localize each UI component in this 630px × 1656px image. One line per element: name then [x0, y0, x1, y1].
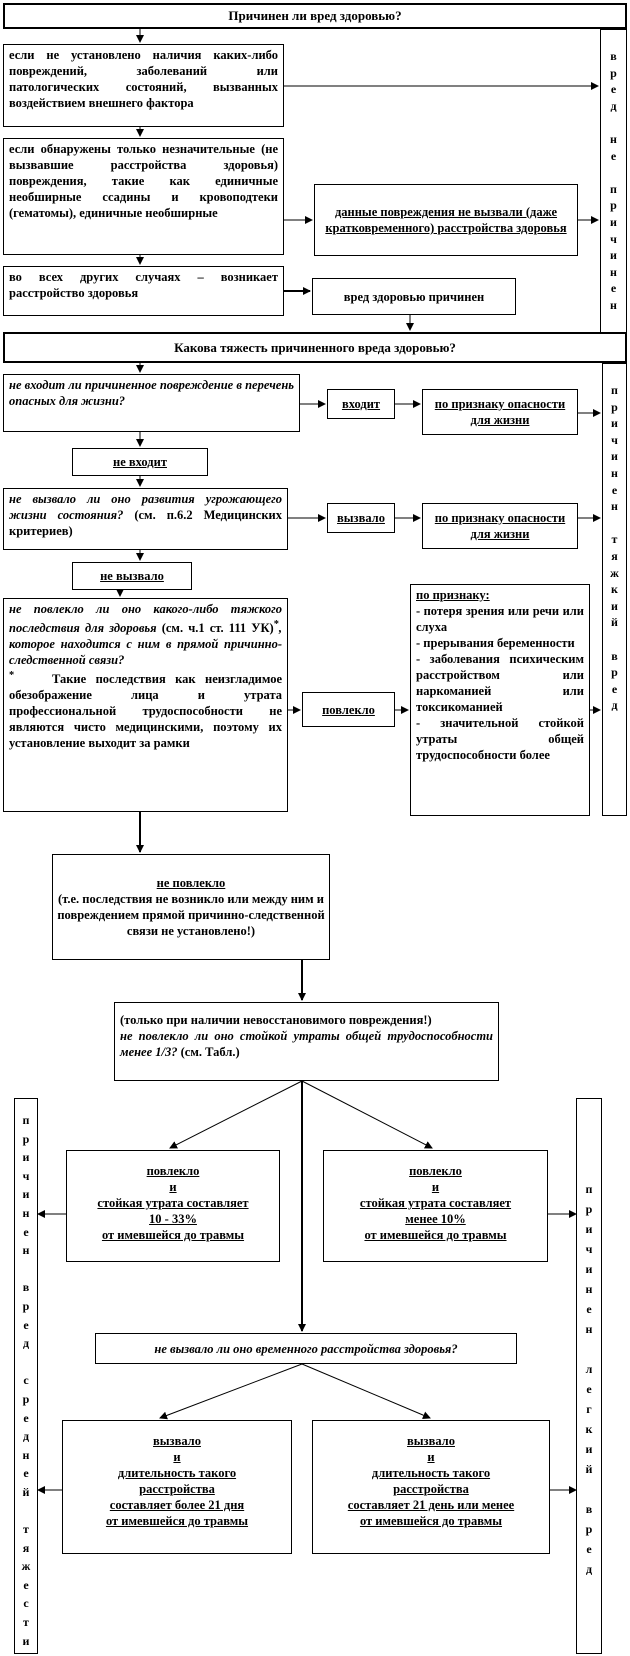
col-medium-letter: т — [23, 1522, 29, 1537]
box-other-cases-text: во всех других случаях – возникает расстройство здоровья — [9, 270, 278, 300]
col-medium-letter: т — [23, 1615, 29, 1630]
col-medium-letter: е — [23, 1410, 29, 1425]
col-medium-letter: я — [22, 1540, 30, 1555]
question-severity — [3, 332, 627, 363]
left-res-1: и — [169, 1180, 177, 1194]
col-not-caused-letter: е — [610, 148, 617, 163]
box-no-damage-text: если не установлено наличия каких-либо повреждений, заболеваний или патологических состояний, вызванных воздействием внешнего фактора — [9, 48, 278, 110]
col-medium-letter: и — [22, 1187, 30, 1202]
sign-1: - прерывания беременности — [416, 636, 575, 650]
col-medium-letter: р — [22, 1131, 30, 1146]
right-temp-3: расстройства — [393, 1482, 469, 1496]
box-enters-text: входит — [341, 397, 381, 411]
left-res-2: стойкая утрата составляет — [97, 1196, 249, 1210]
col-medium-letter — [15, 1260, 37, 1279]
sign-0: - потеря зрения или речи или слуха — [416, 604, 584, 634]
col-severe-letter: ж — [610, 565, 619, 580]
box-permanent-less-10 — [323, 1150, 548, 1262]
box-severe-question — [3, 598, 288, 812]
box-severe-question-text: не повлекло ли оно какого-либо тяжкого последствия для здоровья — [9, 602, 282, 636]
col-severe-letter: р — [611, 665, 618, 680]
col-medium-letter: р — [22, 1391, 30, 1406]
box-permanent-note: (только при наличии невосстановимого повреждения!) — [120, 1013, 432, 1027]
col-medium-letter: е — [23, 1577, 29, 1592]
box-minor-result-text: данные повреждения не вызвали (даже кратковременного) расстройства здоровья — [325, 205, 567, 235]
col-not-caused-letter: д — [610, 98, 617, 113]
box-temporary-more-21 — [62, 1420, 292, 1554]
col-light-letter: р — [585, 1522, 593, 1536]
box-threat-question-text: не вызвало ли оно развития угрожающего жизни состояния? — [9, 492, 282, 522]
col-medium-letter: с — [23, 1596, 29, 1611]
box-temporary-21-or-less — [312, 1420, 550, 1554]
col-light-letter: к — [585, 1422, 593, 1436]
column-light-harm — [576, 1098, 602, 1654]
question-severity-text: Какова тяжесть причиненного вреда здоровью? — [174, 339, 456, 355]
col-medium-letter: ж — [21, 1559, 31, 1574]
col-medium-letter: с — [23, 1373, 29, 1388]
box-no-damage — [3, 44, 284, 127]
right-temp-5: от имевшейся до травмы — [359, 1514, 503, 1528]
col-light-letter: ч — [585, 1242, 593, 1256]
box-permanent-question — [114, 1002, 499, 1081]
right-temp-1: и — [427, 1450, 435, 1464]
box-by-danger-2-text: по признаку опасности для жизни — [434, 511, 566, 541]
col-severe-letter — [603, 515, 626, 532]
col-severe-letter: н — [611, 499, 618, 514]
box-danger-question-text: не входит ли причиненное повреждение в перечень опасных для жизни? — [9, 378, 294, 408]
box-permanent-text: не повлекло ли оно стойкой утраты общей трудоспособности менее 1/3? — [120, 1029, 493, 1059]
box-minor-damage — [3, 138, 284, 255]
col-medium-letter: й — [22, 1484, 30, 1499]
box-entailed — [302, 692, 395, 727]
col-not-caused-letter: р — [610, 65, 617, 80]
right-temp-2: длительность такого — [371, 1466, 491, 1480]
col-not-caused-letter: ч — [610, 231, 617, 246]
box-harm-caused-text: вред здоровью причинен — [343, 289, 485, 304]
signs-title: по признаку: — [416, 588, 490, 602]
col-medium-letter: е — [23, 1317, 29, 1332]
box-severe-question-star: * — [273, 619, 279, 630]
col-not-caused-letter: н — [610, 297, 617, 312]
col-medium-letter — [15, 1353, 37, 1372]
col-not-caused-letter — [601, 164, 626, 181]
box-caused-1 — [327, 503, 395, 533]
col-medium-letter: н — [22, 1205, 30, 1220]
footnote-star: * — [9, 670, 15, 682]
box-permanent-ref: (см. Табл.) — [180, 1045, 240, 1059]
col-severe-letter: е — [611, 482, 618, 497]
box-not-enters — [72, 448, 208, 476]
box-by-danger-1 — [422, 389, 578, 435]
col-medium-letter: н — [22, 1243, 30, 1258]
question-harm-caused — [3, 3, 627, 29]
col-not-caused-letter: н — [610, 264, 617, 279]
col-not-caused-letter — [601, 114, 626, 131]
col-not-caused-letter: р — [610, 198, 617, 213]
col-medium-letter: д — [22, 1429, 30, 1444]
col-medium-letter: п — [22, 1113, 30, 1127]
sign-2: - заболевания психическим расстройством или наркоманией или токсикоманией — [416, 652, 584, 714]
box-not-entailed-note: (т.е. последствия не возникло или между ним и повреждением прямой причинно-следственной связи не установлено!) — [57, 892, 325, 938]
box-severe-question-tail: , которое находится с ним в прямой причинно-следственной связи? — [9, 621, 283, 668]
left-temp-4: составляет более 21 дня — [109, 1498, 245, 1512]
col-severe-letter: и — [611, 449, 618, 464]
box-not-caused-1 — [72, 562, 192, 590]
box-entailed-text: повлекло — [322, 702, 375, 717]
col-medium-letter: е — [23, 1224, 29, 1239]
left-temp-0: вызвало — [153, 1434, 201, 1448]
col-not-caused-letter: н — [610, 131, 617, 146]
col-light-letter: в — [585, 1502, 593, 1516]
col-not-caused-letter: п — [610, 181, 617, 196]
left-temp-1: и — [173, 1450, 181, 1464]
col-light-letter: и — [585, 1442, 593, 1456]
left-res-3: 10 - 33% — [149, 1212, 197, 1226]
box-not-enters-text: не входит — [113, 455, 167, 469]
col-medium-letter: д — [22, 1336, 30, 1351]
box-harm-caused — [312, 278, 516, 315]
box-threat-question — [3, 488, 288, 550]
col-light-letter: и — [585, 1222, 593, 1236]
column-harm-not-caused — [600, 29, 627, 335]
col-severe-letter: р — [611, 399, 618, 414]
col-not-caused-letter: е — [610, 82, 617, 97]
box-not-entailed-title: не повлекло — [156, 876, 226, 890]
left-temp-2: длительность такого — [117, 1466, 237, 1480]
col-light-letter: е — [586, 1302, 592, 1316]
column-medium-harm — [14, 1098, 38, 1654]
col-severe-letter: к — [611, 582, 618, 597]
col-light-letter — [577, 1339, 601, 1359]
col-medium-letter: ч — [22, 1168, 30, 1183]
col-light-letter — [577, 1479, 601, 1499]
col-light-letter: п — [585, 1182, 593, 1196]
col-not-caused-letter: и — [610, 248, 617, 263]
left-temp-5: от имевшейся до травмы — [105, 1514, 249, 1528]
box-permanent-10-33 — [66, 1150, 280, 1262]
right-res-3: менее 10% — [405, 1212, 466, 1226]
col-severe-letter: и — [611, 598, 618, 613]
col-severe-letter: в — [611, 648, 618, 663]
question-harm-caused-text: Причинен ли вред здоровью? — [228, 8, 402, 23]
col-severe-letter: е — [611, 681, 618, 696]
col-light-letter: н — [585, 1322, 593, 1336]
box-not-caused-1-text: не вызвало — [100, 569, 164, 583]
col-light-letter: е — [586, 1382, 592, 1396]
col-medium-letter — [15, 1501, 37, 1520]
col-severe-letter: п — [611, 383, 618, 397]
right-res-2: стойкая утрата составляет — [359, 1196, 512, 1210]
left-res-0: повлекло — [146, 1164, 200, 1178]
right-temp-0: вызвало — [407, 1434, 455, 1448]
box-signs — [410, 584, 590, 816]
box-temporary-question — [95, 1333, 517, 1364]
right-temp-4: составляет 21 день или менее — [347, 1498, 515, 1512]
box-enters — [327, 389, 395, 419]
box-minor-damage-text: если обнаружены только незначительные (не вызвавшие расстройства здоровья) повреждения, такие как единичные необширные ссадины и кровоподтеки (гематомы), единичные необширные — [9, 142, 278, 220]
box-other-cases — [3, 266, 284, 316]
col-medium-letter: н — [22, 1447, 30, 1462]
col-severe-letter: т — [611, 532, 618, 547]
footnote-text: Такие последствия как неизгладимое обезображение лица и утрата профессиональной трудоспособности не являются чисто медицинскими, поэтому их установление выходит за рамки — [9, 672, 282, 751]
col-severe-letter: н — [611, 465, 618, 480]
col-severe-letter: д — [611, 698, 618, 713]
column-severe-harm — [602, 363, 627, 816]
col-light-letter: и — [585, 1262, 593, 1276]
col-light-letter: г — [586, 1402, 592, 1416]
left-res-4: от имевшейся до травмы — [101, 1228, 245, 1242]
col-medium-letter: и — [22, 1633, 30, 1648]
col-light-letter: л — [585, 1362, 593, 1376]
box-threat-question-ref: (см. п.6.2 Медицинских критериев) — [9, 508, 283, 538]
box-severe-question-ref: (см. ч.1 ст. 111 УК) — [161, 621, 274, 636]
col-severe-letter: й — [611, 615, 618, 630]
box-by-danger-1-text: по признаку опасности для жизни — [434, 397, 566, 427]
left-temp-3: расстройства — [139, 1482, 215, 1496]
col-not-caused-letter: в — [610, 49, 617, 63]
box-not-entailed — [52, 854, 330, 960]
col-light-letter: й — [585, 1462, 593, 1476]
right-res-1: и — [431, 1180, 440, 1194]
col-severe-letter: я — [611, 548, 618, 563]
box-temporary-question-text: не вызвало ли оно временного расстройства здоровья? — [154, 1341, 458, 1356]
col-severe-letter: и — [611, 416, 618, 431]
col-light-letter: д — [585, 1562, 593, 1576]
col-light-letter: е — [586, 1542, 592, 1556]
box-by-danger-2 — [422, 503, 578, 549]
col-not-caused-letter: е — [610, 281, 617, 296]
right-res-4: от имевшейся до травмы — [364, 1228, 507, 1242]
col-severe-letter — [603, 631, 626, 648]
col-medium-letter: в — [22, 1280, 30, 1295]
box-danger-question — [3, 374, 300, 432]
box-caused-1-text: вызвало — [337, 511, 385, 525]
col-medium-letter: и — [22, 1150, 30, 1165]
col-light-letter: н — [585, 1282, 593, 1296]
col-medium-letter: е — [23, 1466, 29, 1481]
sign-3: - значительной стойкой утраты общей трудоспособности более — [416, 716, 584, 762]
box-minor-result — [314, 184, 578, 256]
col-not-caused-letter: и — [610, 214, 617, 229]
col-severe-letter: ч — [611, 432, 618, 447]
col-light-letter: р — [585, 1202, 593, 1216]
col-medium-letter: р — [22, 1298, 30, 1313]
right-res-0: повлекло — [409, 1164, 462, 1178]
